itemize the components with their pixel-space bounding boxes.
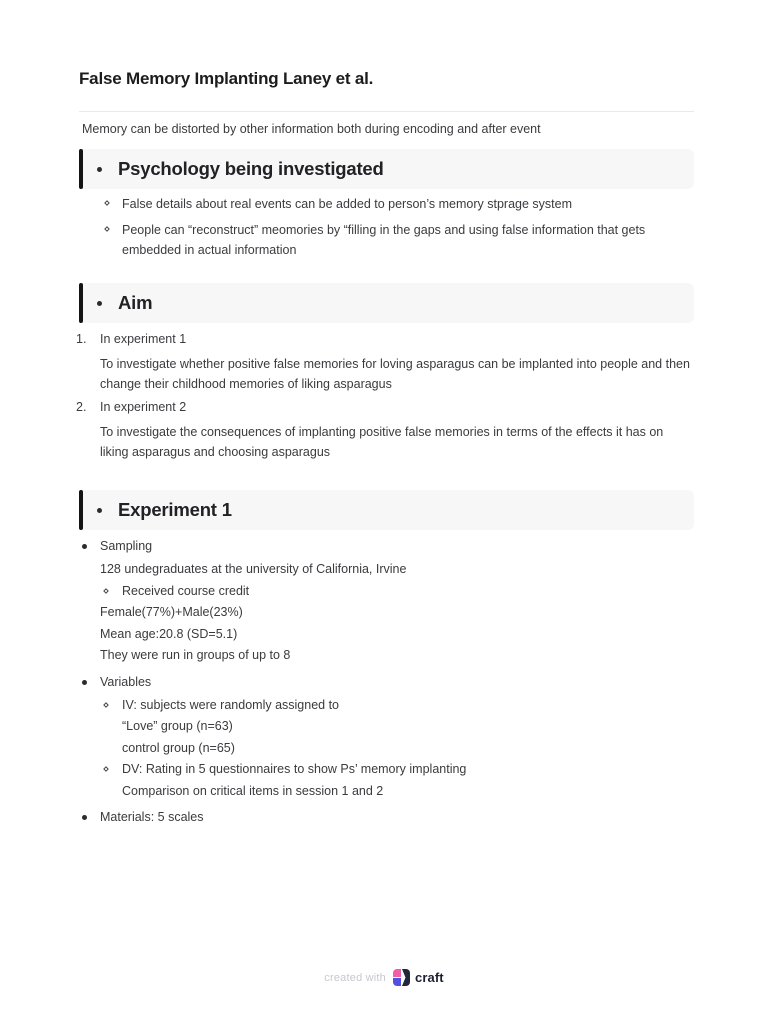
group-label bbox=[79, 674, 694, 690]
section-accent-bar bbox=[79, 149, 83, 189]
craft-wordmark[interactable]: craft bbox=[415, 970, 444, 985]
section-accent-bar bbox=[79, 283, 83, 323]
diamond-bullet-icon bbox=[103, 702, 109, 708]
diamond-bullet-icon bbox=[104, 226, 110, 232]
dot-bullet-icon bbox=[97, 301, 102, 306]
variables-group bbox=[79, 674, 694, 803]
group-line: They were run in groups of up to 8 bbox=[100, 648, 291, 662]
list-item bbox=[79, 220, 694, 260]
group-line-text: IV: subjects were randomly assigned to bbox=[122, 697, 340, 712]
list-item-text: False details about real events can be added to person’s memory stprage system bbox=[122, 197, 573, 211]
list-item bbox=[79, 194, 694, 214]
group-line: Comparison on critical items in session 1 and 2 bbox=[122, 783, 384, 798]
group-line bbox=[100, 759, 694, 781]
intro-text: Memory can be distorted by other information both during encoding and after event bbox=[82, 122, 541, 136]
group-line: Mean age:20.8 (SD=5.1) bbox=[100, 626, 238, 641]
numbered-body: To investigate whether positive false memories for loving asparagus can be implanted into people and then change their childhood memories of liking asparagus bbox=[100, 357, 690, 391]
group-lines bbox=[79, 559, 694, 667]
group-line: Female(77%)+Male(23%) bbox=[100, 605, 243, 619]
dot-bullet-icon bbox=[82, 815, 87, 820]
group-label-text: Materials: 5 scales bbox=[100, 810, 204, 824]
section-header-aim bbox=[79, 283, 694, 323]
section-header-experiment-1 bbox=[79, 490, 694, 530]
group-line-text: DV: Rating in 5 questionnaires to show Ps’ memory implanting bbox=[122, 762, 467, 776]
section-accent-bar bbox=[79, 490, 83, 530]
group-line: 128 undegraduates at the university of California, Irvine bbox=[100, 562, 407, 576]
diamond-bullet-icon bbox=[103, 588, 109, 594]
group-line: “Love” group (n=63) bbox=[122, 719, 233, 733]
group-label-text: Variables bbox=[100, 674, 152, 689]
page-title: False Memory Implanting Laney et al. bbox=[79, 69, 374, 88]
section-heading: Aim bbox=[118, 292, 153, 313]
aim-numbered-list bbox=[76, 331, 694, 462]
numbered-marker: 2. bbox=[76, 400, 87, 414]
section-heading: Psychology being investigated bbox=[118, 158, 384, 179]
group-line-text: Received course credit bbox=[122, 583, 250, 598]
diamond-bullet-icon bbox=[103, 766, 109, 772]
list-item-text: People can “reconstruct” meomories by “filling in the gaps and using false information that gets embedded in actual information bbox=[122, 223, 646, 257]
group-label bbox=[79, 809, 694, 825]
dot-bullet-icon bbox=[97, 508, 102, 513]
group-label bbox=[79, 538, 694, 554]
group-lines bbox=[79, 695, 694, 803]
group-line bbox=[100, 695, 694, 717]
footer bbox=[0, 969, 768, 986]
group-label-text: Sampling bbox=[100, 539, 153, 553]
craft-logo-icon bbox=[393, 969, 410, 986]
numbered-label: In experiment 2 bbox=[100, 400, 187, 414]
numbered-item bbox=[76, 331, 694, 394]
numbered-label: In experiment 1 bbox=[100, 332, 187, 346]
dot-bullet-icon bbox=[82, 544, 87, 549]
group-line: control group (n=65) bbox=[122, 740, 235, 755]
numbered-marker: 1. bbox=[76, 332, 87, 346]
section-heading: Experiment 1 bbox=[118, 499, 232, 520]
diamond-bullet-icon bbox=[104, 200, 110, 206]
sampling-group bbox=[79, 538, 694, 667]
materials-group bbox=[79, 809, 694, 825]
numbered-item bbox=[76, 399, 694, 462]
numbered-body: To investigate the consequences of implanting positive false memories in terms of the effects it has on liking asparagus and choosing asparagus bbox=[100, 425, 664, 459]
group-line bbox=[100, 581, 694, 603]
psychology-item-list bbox=[79, 194, 694, 260]
created-with-label: created with bbox=[324, 971, 387, 984]
dot-bullet-icon bbox=[97, 167, 102, 172]
title-divider bbox=[79, 111, 694, 112]
section-header-psychology bbox=[79, 149, 694, 189]
dot-bullet-icon bbox=[82, 680, 87, 685]
